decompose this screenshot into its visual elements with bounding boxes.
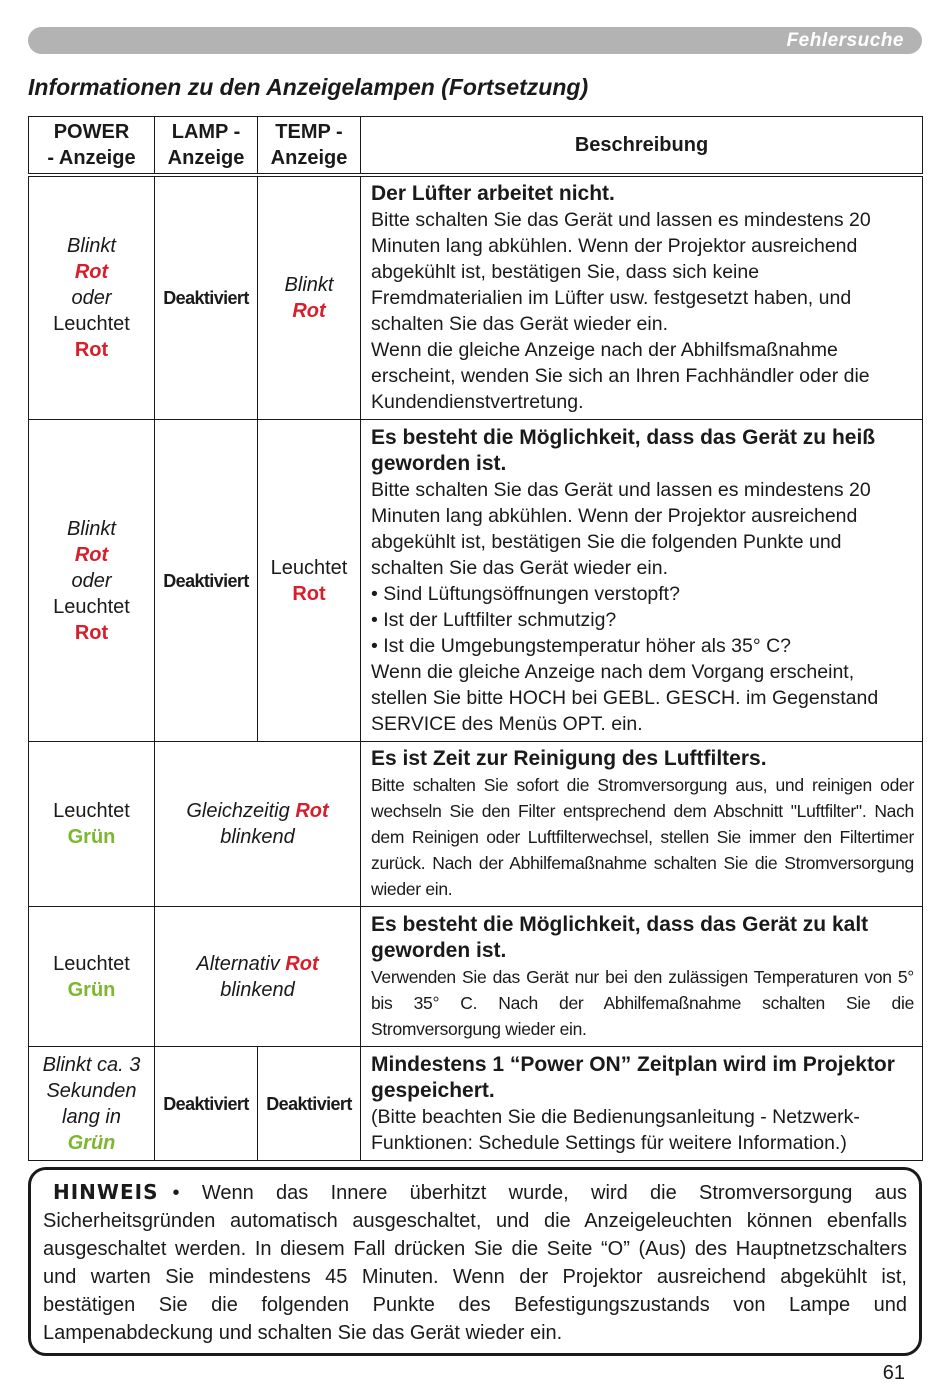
section-label: Fehlersuche xyxy=(786,30,904,51)
note-text: • Wenn das Innere überhitzt wurde, wird die Stromversorgung aus Sicherheitsgründen automatisch ausgeschaltet, und die Anzeigeleuchten können ebenfalls ausgeschaltet werden. In diesem Fall drücken Sie die Seite “O” (Aus) des Hauptnetzschalters und warten Sie mindestens 45 Minuten. Wenn der Projektor ausreichend abgekühlt ist, bestätigen Sie die folgenden Punkte des Befestigungszustands von Lampe und Lampenabdeckung und schalten Sie das Gerät wieder ein. xyxy=(43,1182,907,1344)
description-cell xyxy=(361,1047,923,1161)
lamp-indicator-cell: Deaktiviert xyxy=(155,175,258,420)
header-description: Beschreibung xyxy=(361,117,923,176)
table-row xyxy=(29,1047,923,1161)
power-indicator-cell: Blinkt ca. 3 Sekunden lang in Grün xyxy=(29,1047,155,1161)
description-cell xyxy=(361,742,923,907)
header-power: POWER - Anzeige xyxy=(29,117,155,176)
description-title: Es besteht die Möglichkeit, dass das Gerät zu kalt geworden ist. xyxy=(371,912,869,962)
section-header-bar xyxy=(28,27,922,54)
description-body: (Bitte beachten Sie die Bedienungsanleitung - Netzwerk-Funktionen: Schedule Settings für weitere Information.) xyxy=(371,1105,860,1154)
description-body: Bitte schalten Sie das Gerät und lassen es mindestens 20 Minuten lang abkühlen. Wenn der Projektor ausreichend abgekühlt ist, bestätigen Sie die folgenden Punkte und schalten Sie das Gerät wieder ein. xyxy=(371,478,871,579)
note-text-block xyxy=(43,1178,907,1347)
description-title: Der Lüfter arbeitet nicht. xyxy=(371,182,615,205)
page-number: 61 xyxy=(882,1362,905,1384)
header-lamp: LAMP - Anzeige xyxy=(155,117,258,176)
table-row xyxy=(29,420,923,742)
lamp-temp-indicator-cell: Alternativ Rot blinkend xyxy=(155,907,361,1047)
lamp-temp-indicator-cell: Gleichzeitig Rot blinkend xyxy=(155,742,361,907)
temp-indicator-cell: Leuchtet Rot xyxy=(258,420,361,742)
note-label: HINWEIS xyxy=(53,1180,159,1204)
lamp-indicator-cell: Deaktiviert xyxy=(155,420,258,742)
description-title: Es besteht die Möglichkeit, dass das Gerät zu heiß geworden ist. xyxy=(371,425,876,475)
table-row xyxy=(29,907,923,1047)
description-body-2: Wenn die gleiche Anzeige nach dem Vorgang erscheint, stellen Sie bitte HOCH bei GEBL. GESCH. im Gegenstand SERVICE des Menüs OPT. ein. xyxy=(371,660,879,735)
description-body: Bitte schalten Sie sofort die Stromversorgung aus, und reinigen oder wechseln Sie den Filter entsprechend dem Abschnitt "Luftfilter". Nach dem Reinigen oder Luftfilterwechsel, stellen Sie immer den Filtertimer zurück. Nach der Abhilfemaßnahme schalten Sie die Stromversorgung wieder ein. xyxy=(371,775,914,899)
description-body: Bitte schalten Sie das Gerät und lassen es mindestens 20 Minuten lang abkühlen. Wenn der Projektor ausreichend abgekühlt ist, bestätigen Sie, dass sich keine Fremdmaterialien im Lüfter usw. festgesetzt haben, und schalten Sie das Gerät wieder ein. xyxy=(371,209,871,335)
description-title: Es ist Zeit zur Reinigung des Luftfilters. xyxy=(371,747,767,770)
description-body: Verwenden Sie das Gerät nur bei den zulässigen Temperaturen von 5° bis 35° C. Nach der Abhilfemaßnahme schalten Sie die Stromversorgung wieder ein. xyxy=(371,966,914,1039)
description-bullet: • Ist die Umgebungstemperatur höher als 35° C? xyxy=(371,634,792,657)
description-cell xyxy=(361,420,923,742)
description-bullet: • Sind Lüftungsöffnungen verstopft? xyxy=(371,582,680,605)
power-indicator-cell: Blinkt Rot oder Leuchtet Rot xyxy=(29,420,155,742)
header-temp: TEMP - Anzeige xyxy=(258,117,361,176)
description-bullet: • Ist der Luftfilter schmutzig? xyxy=(371,608,617,631)
description-cell xyxy=(361,907,923,1047)
table-header-row xyxy=(29,117,923,176)
indicator-table xyxy=(28,116,923,1161)
power-indicator-cell: Leuchtet Grün xyxy=(29,907,155,1047)
temp-indicator-cell: Deaktiviert xyxy=(258,1047,361,1161)
temp-indicator-cell: Blinkt Rot xyxy=(258,175,361,420)
note-box xyxy=(28,1167,922,1356)
description-title: Mindestens 1 “Power ON” Zeitplan wird im Projektor gespeichert. xyxy=(371,1052,895,1102)
power-indicator-cell: Blinkt Rot oder Leuchtet Rot xyxy=(29,175,155,420)
lamp-indicator-cell: Deaktiviert xyxy=(155,1047,258,1161)
description-cell xyxy=(361,175,923,420)
description-body-2: Wenn die gleiche Anzeige nach der Abhilfsmaßnahme erscheint, wenden Sie sich an Ihren Fachhändler oder die Kundendienstvertretung. xyxy=(371,339,870,413)
page-title: Informationen zu den Anzeigelampen (Fortsetzung) xyxy=(28,74,589,100)
table-row xyxy=(29,742,923,907)
table-row xyxy=(29,175,923,420)
power-indicator-cell: Leuchtet Grün xyxy=(29,742,155,907)
